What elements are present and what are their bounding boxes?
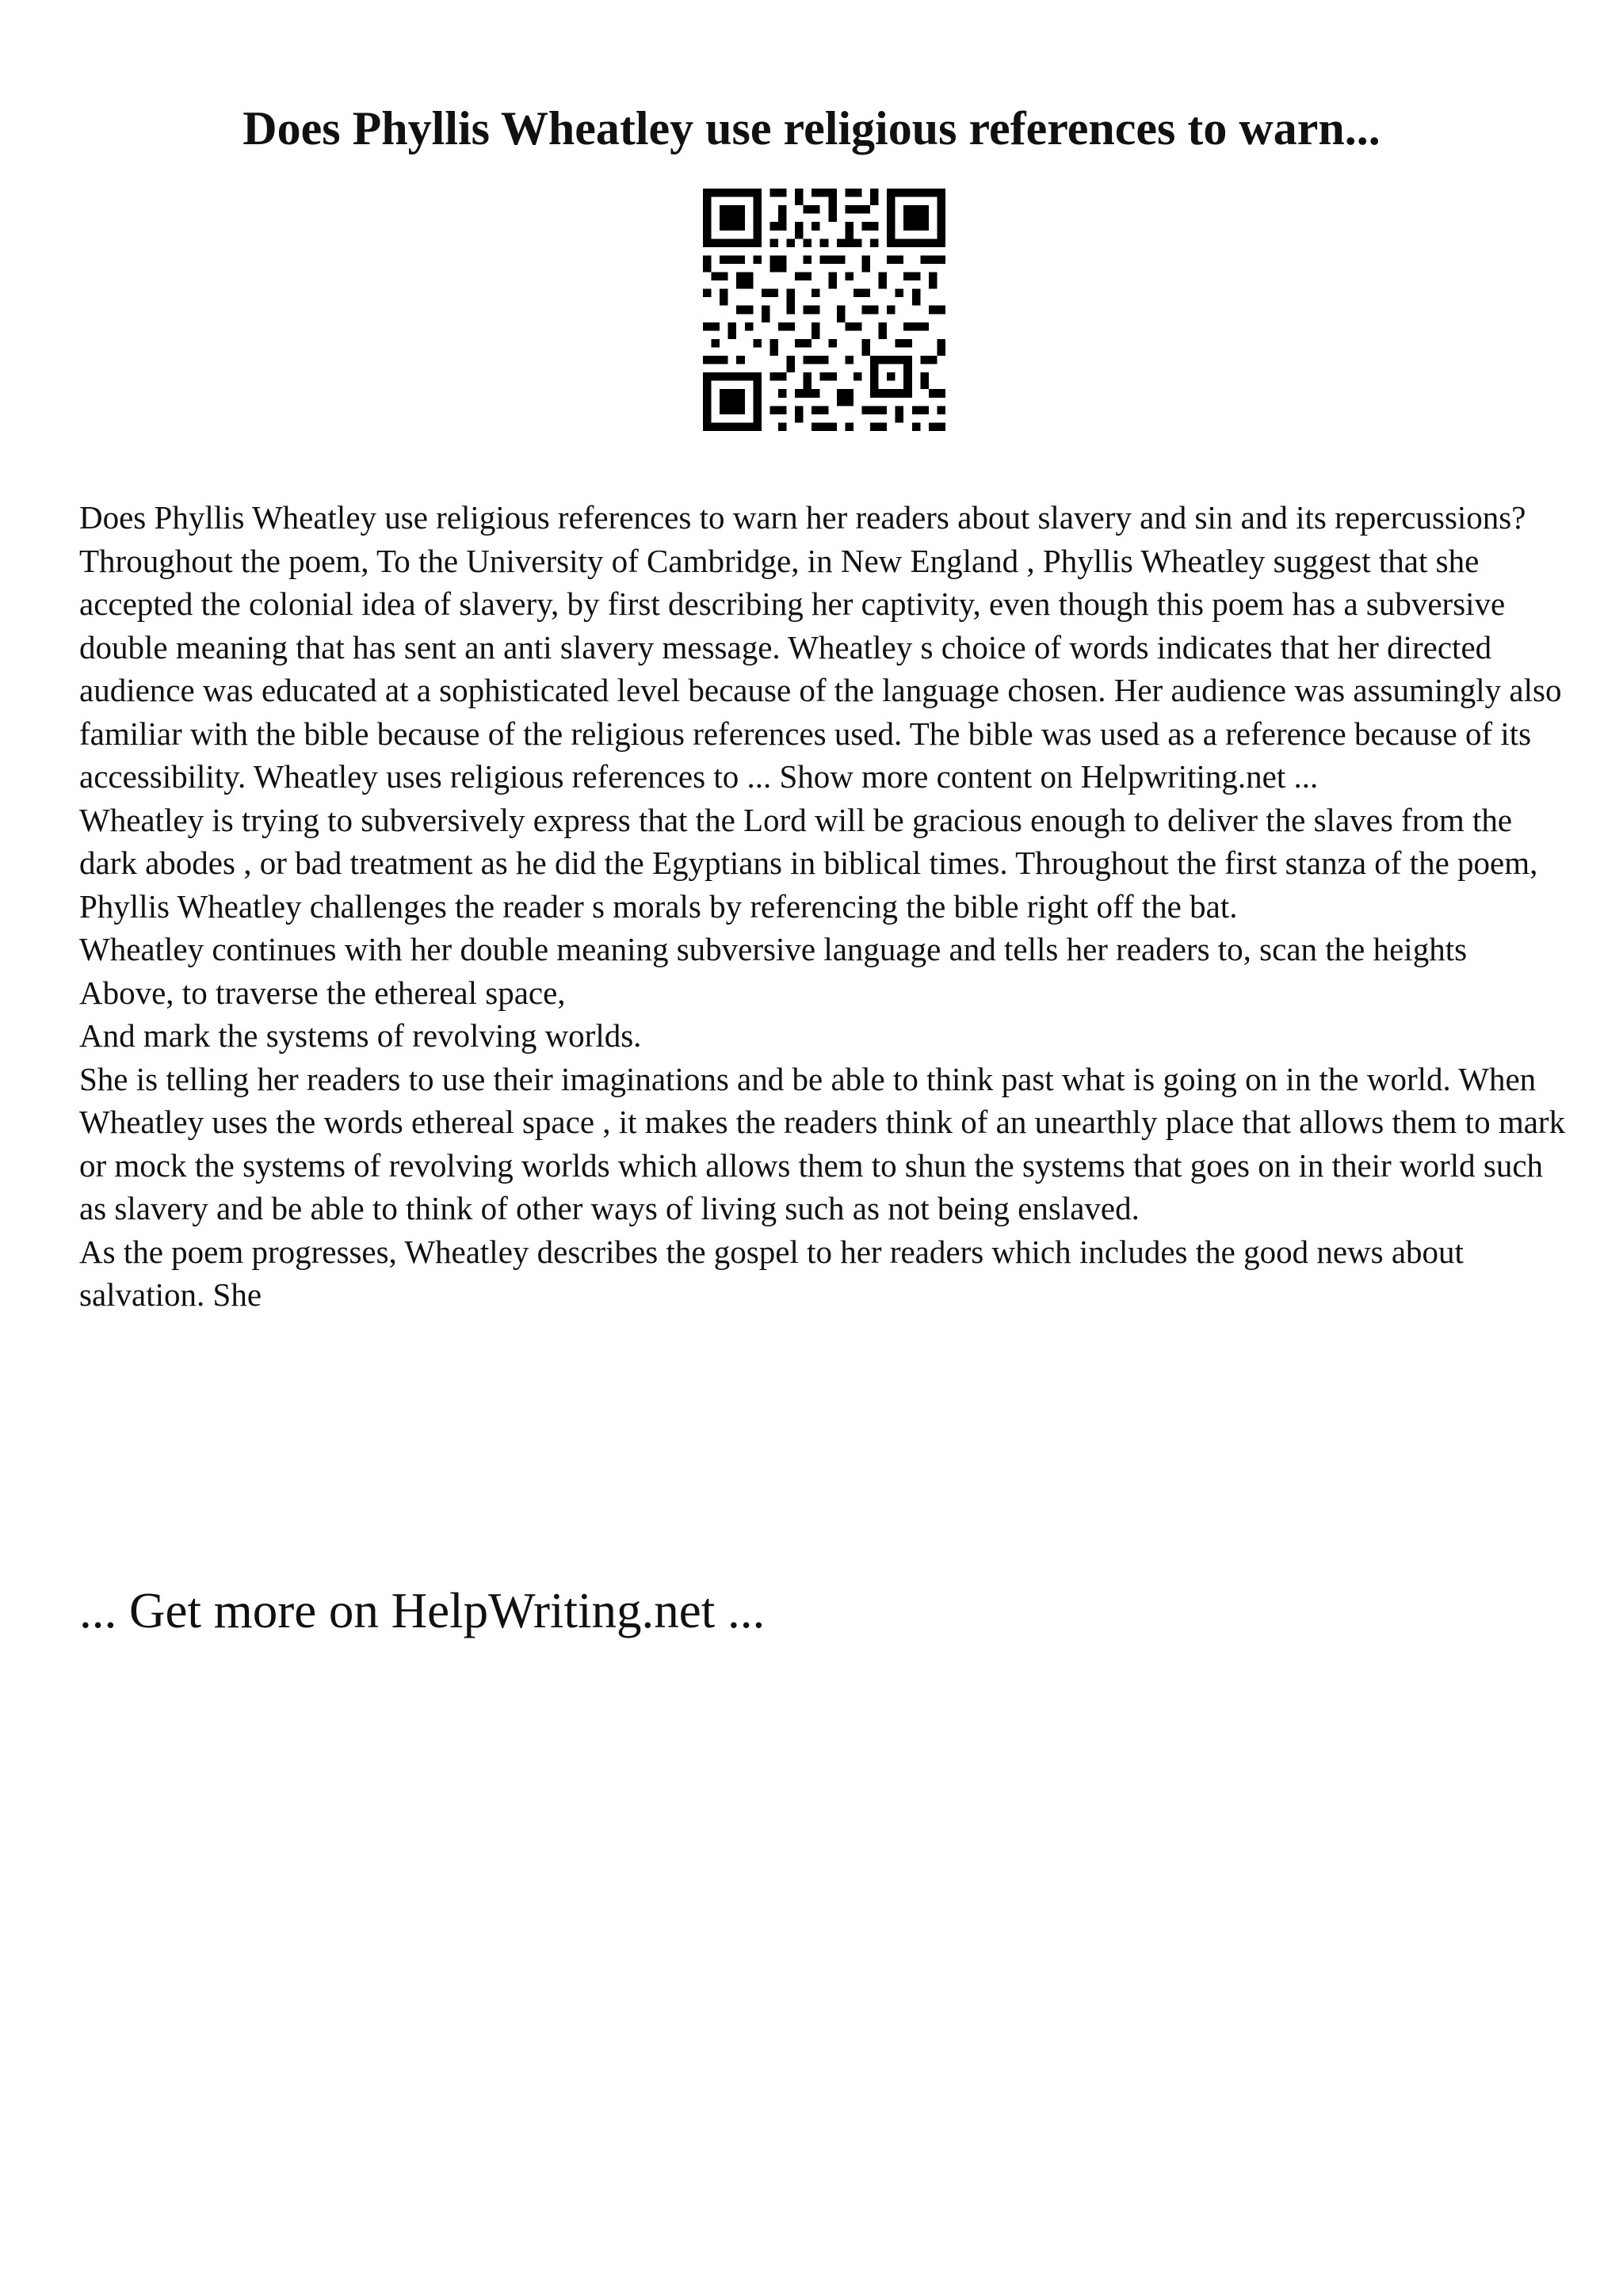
body-paragraph: She is telling her readers to use their imaginations and be able to think past what is going on in the world. When Wheatley uses the words ethereal space , it makes the readers think of an unearthly place that allows them to mark or mock the systems of revolving worlds which allows them to shun the systems that goes on in their world such as slavery and be able to think of other ways of living such as not being enslaved. bbox=[79, 1060, 1566, 1226]
qr-code-icon bbox=[703, 189, 945, 431]
body-paragraph: Wheatley continues with her double meaning subversive language and tells her readers to, scan the heights bbox=[79, 931, 1468, 967]
body-paragraph: Throughout the poem, To the University of Cambridge, in New England , Phyllis Wheatley suggest that she accepted the colonial idea of slavery, by first describing her captivity, even though this poem has a subversive double meaning that has sent an anti slavery message. Wheatley s choice of words indicates that her directed audience was educated at a sophisticated level because of the language chosen. Her audience was assumingly also familiar with the bible because of the religious references used. The bible was used as a reference because of its accessibility. Wheatley uses religious references to ... Show more content on Helpwriting.net ... bbox=[79, 542, 1562, 795]
get-more-link[interactable]: ... Get more on HelpWriting.net ... bbox=[79, 1583, 766, 1638]
question-paragraph: Does Phyllis Wheatley use religious references to warn her readers about slavery and sin and its repercussions? bbox=[79, 499, 1526, 536]
document-body bbox=[79, 496, 1569, 1317]
poem-line: And mark the systems of revolving worlds. bbox=[79, 1017, 642, 1054]
document-title: Does Phyllis Wheatley use religious references to warn... bbox=[242, 102, 1381, 154]
body-paragraph: As the poem progresses, Wheatley describes the gospel to her readers which includes the good news about salvation. She bbox=[79, 1233, 1464, 1313]
poem-line: Above, to traverse the ethereal space, bbox=[79, 974, 566, 1011]
body-paragraph: Wheatley is trying to subversively express that the Lord will be gracious enough to deliver the slaves from the dark abodes , or bad treatment as he did the Egyptians in biblical times. Throughout the first stanza of the poem, Phyllis Wheatley challenges the reader s morals by referencing the bible right off the bat. bbox=[79, 801, 1538, 925]
